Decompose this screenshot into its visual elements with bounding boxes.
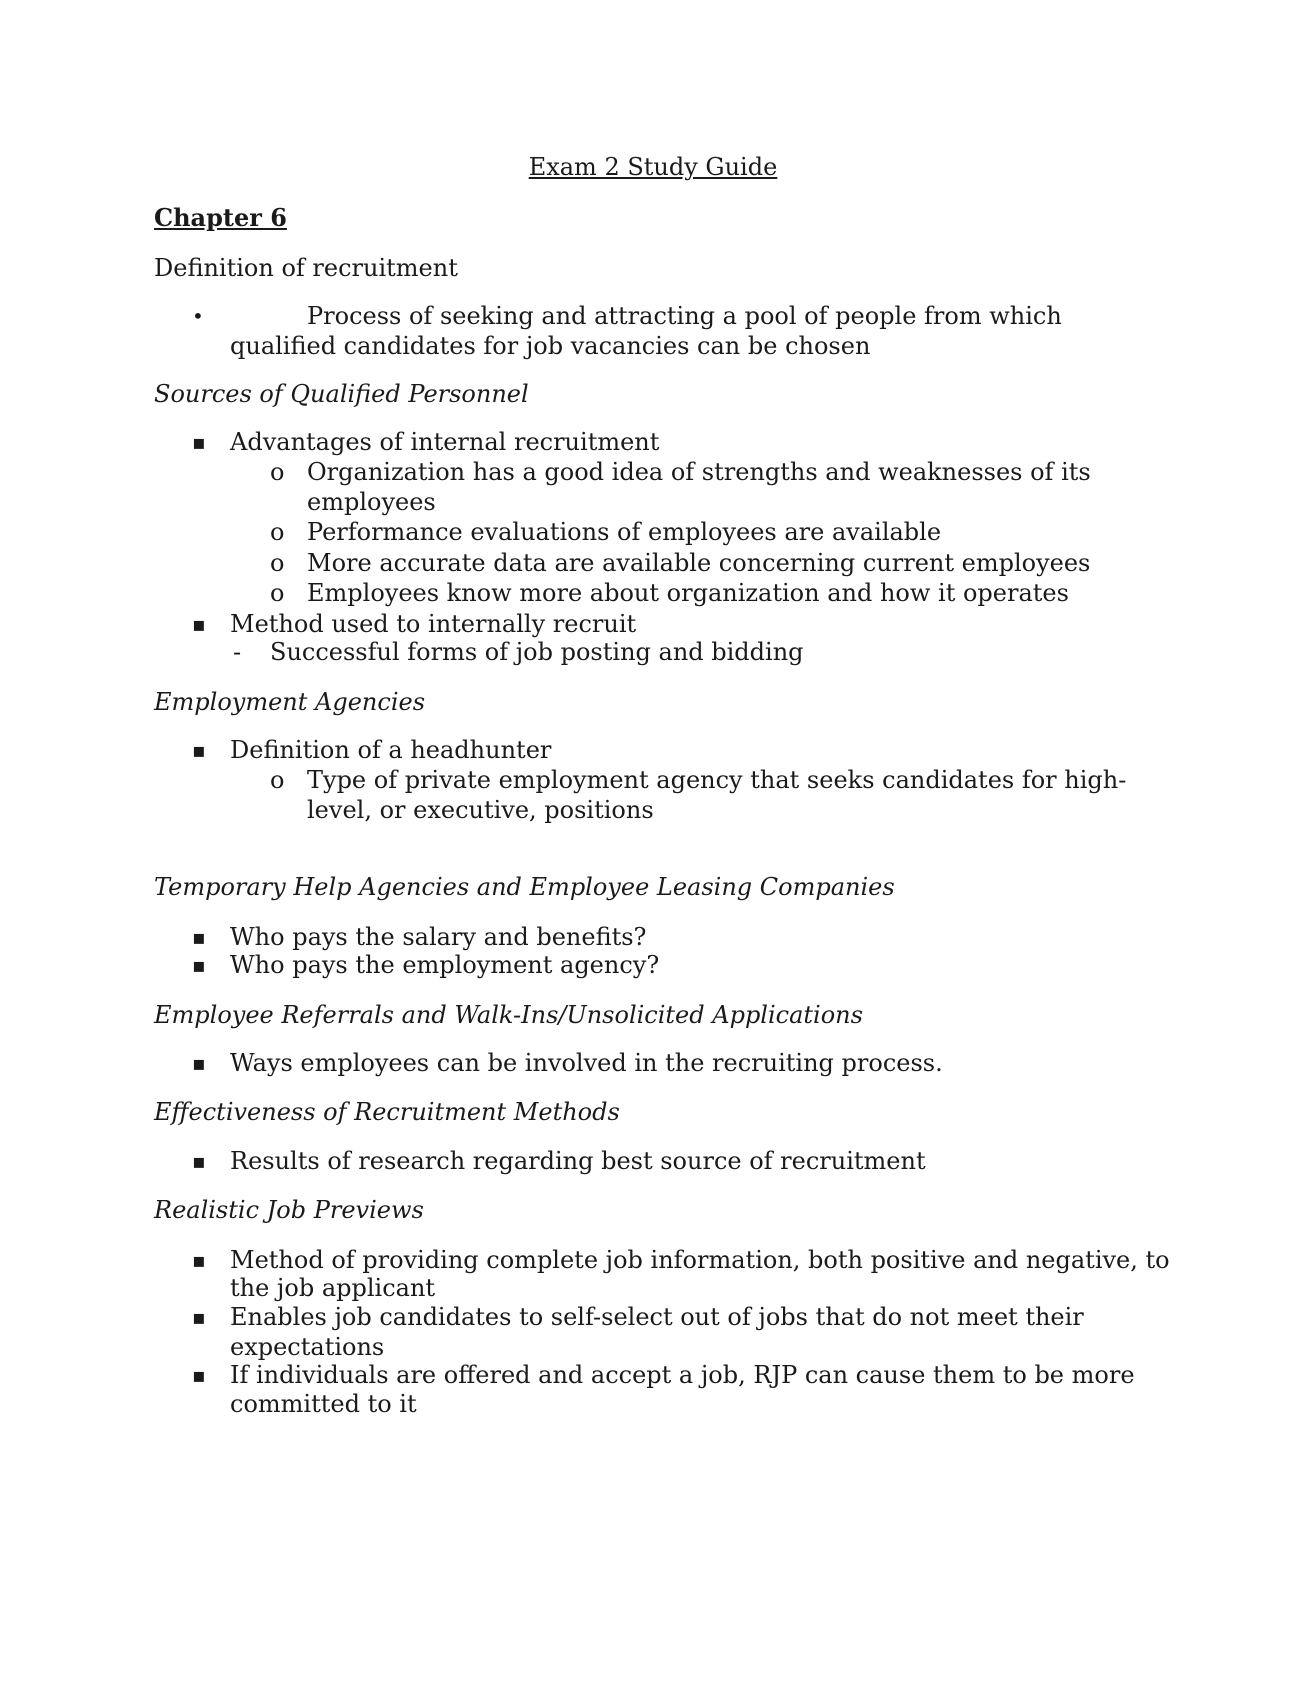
circle-bullet: o [270, 549, 285, 577]
square-bullet: ▪ [192, 1248, 206, 1272]
square-bullet: ▪ [192, 612, 206, 636]
definition-text-line2: qualified candidates for job vacancies can be chosen [230, 332, 871, 360]
sub-list-item: Performance evaluations of employees are available [307, 518, 942, 546]
sub-list-item: More accurate data are available concerning current employees [307, 549, 1091, 577]
list-item: Definition of a headhunter [230, 736, 552, 764]
circle-bullet: o [270, 458, 285, 486]
list-item: Method of providing complete job information, both positive and negative, to [230, 1246, 1170, 1274]
list-item-continued: committed to it [230, 1390, 417, 1418]
temporary-help-heading: Temporary Help Agencies and Employee Leasing Companies [154, 873, 895, 901]
square-bullet: ▪ [192, 1305, 206, 1329]
list-item: Who pays the employment agency? [230, 951, 660, 979]
definition-text-line1: Process of seeking and attracting a pool of people from which [307, 302, 1062, 330]
circle-bullet: o [270, 579, 285, 607]
sub-list-item-continued: employees [307, 488, 436, 516]
sub-list-item: Organization has a good idea of strengths and weaknesses of its [307, 458, 1091, 486]
effectiveness-heading: Effectiveness of Recruitment Methods [154, 1098, 620, 1126]
list-item: If individuals are offered and accept a job, RJP can cause them to be more [230, 1361, 1135, 1389]
list-item: Ways employees can be involved in the recruiting process. [230, 1049, 943, 1077]
list-item-continued: the job applicant [230, 1274, 436, 1302]
circle-bullet: o [270, 518, 285, 546]
document-title: Exam 2 Study Guide [528, 153, 778, 181]
referrals-heading: Employee Referrals and Walk-Ins/Unsolicited Applications [154, 1001, 863, 1029]
dash-bullet: - [233, 638, 242, 666]
list-item: Results of research regarding best source of recruitment [230, 1147, 926, 1175]
sources-heading: Sources of Qualified Personnel [154, 380, 529, 408]
square-bullet: ▪ [192, 1149, 206, 1173]
square-bullet: ▪ [192, 430, 206, 454]
list-item: Method used to internally recruit [230, 610, 637, 638]
square-bullet: ▪ [192, 925, 206, 949]
square-bullet: ▪ [192, 1051, 206, 1075]
chapter-heading: Chapter 6 [154, 203, 287, 232]
sub-list-item: Successful forms of job posting and bidding [270, 638, 804, 666]
sub-list-item: Type of private employment agency that seeks candidates for high- [307, 766, 1127, 794]
employment-agencies-heading: Employment Agencies [154, 688, 426, 716]
list-item: Who pays the salary and benefits? [230, 923, 647, 951]
list-item: Enables job candidates to self-select out of jobs that do not meet their [230, 1303, 1084, 1331]
sub-list-item-continued: level, or executive, positions [307, 796, 654, 824]
square-bullet: ▪ [192, 738, 206, 762]
sub-list-item: Employees know more about organization and how it operates [307, 579, 1069, 607]
square-bullet: ▪ [192, 953, 206, 977]
square-bullet: ▪ [192, 1363, 206, 1387]
realistic-job-previews-heading: Realistic Job Previews [154, 1196, 424, 1224]
definition-recruitment-heading: Definition of recruitment [154, 254, 458, 282]
list-item: Advantages of internal recruitment [230, 428, 660, 456]
circle-bullet: o [270, 766, 285, 794]
list-item-continued: expectations [230, 1333, 385, 1361]
bullet-marker: • [192, 304, 204, 328]
